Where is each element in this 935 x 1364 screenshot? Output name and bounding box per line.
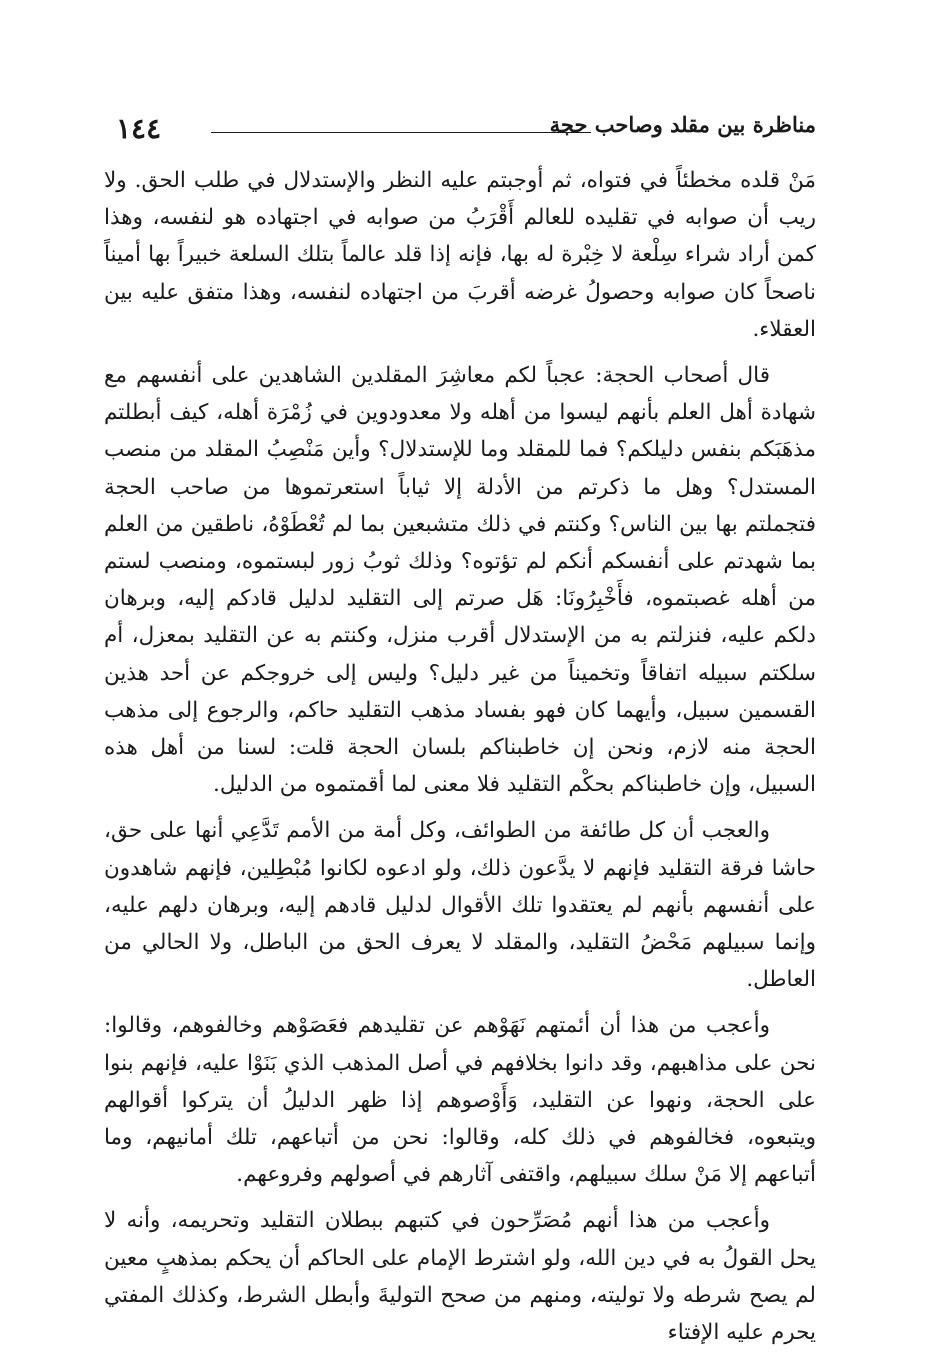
body-text: [104, 162, 816, 1351]
paragraph: والعجب أن كل طائفة من الطوائف، وكل أمة من الأمم تَدَّعِي أنها على حق، حاشا فرقة التقليد فإنهم لا يدَّعون ذلك، ولو ادعوه لكانوا مُبْطِلين، فإنهم شاهدون على أنفسهم بأنهم لم يعتقدوا تلك الأقوال لدليل قادهم إليه، وبرهان دلهم عليه، وإنما سبيلهم مَحْضُ التقليد، والمقلد لا يعرف الحق من الباطل، ولا الحالي من العاطل.: [104, 818, 816, 993]
running-header: [116, 110, 816, 150]
paragraph: وأعجب من هذا أن أئمتهم نَهَوْهم عن تقليدهم فعَصَوْهم وخالفوهم، وقالوا: نحن على مذاهبهم، وقد دانوا بخلافهم في أصل المذهب الذي بَنَوْا عليه، فإنهم بنوا على الحجة، ونهوا عن التقليد، وَأَوْصوهم إذا ظهر الدليلُ أن يتركوا أقوالهم ويتبعوه، فخالفوهم في ذلك كله، وقالوا: نحن من أتباعهم، تلك أمانيهم، وما أتباعهم إلا مَنْ سلك سبيلهم، واقتفى آثارهم في أصولهم وفروعهم.: [104, 1013, 816, 1188]
paragraph: قال أصحاب الحجة: عجباً لكم معاشِرَ المقلدين الشاهدين على أنفسهم مع شهادة أهل العلم بأنهم ليسوا من أهله ولا معدودوين في زُمْرَة أهله، كيف أبطلتم مذهَبَكم بنفس دليلكم؟ فما للمقلد وما للإستدلال؟ وأين مَنْصِبُ المقلد من منصب المستدل؟ وهل ما ذكرتم من الأدلة إلا ثياباً استعرتموها من صاحب الحجة فتجملتم بها بين الناس؟ وكنتم في ذلك متشبعين بما لم تُعْطَوْهُ، ناطقين من العلم بما شهدتم على أنفسكم أنكم لم تؤتوه؟ وذلك ثوبُ زور لبستموه، ومنصب لستم من أهله غصبتموه، فأَخْبِرُونَا: هَل صرتم إلى التقليد لدليل قادكم إليه، وبرهان دلكم عليه، فنزلتم به من الإستدلال أقرب منزل، وكنتم به عن التقليد بمعزل، أم سلكتم سبيله اتفاقاً وتخميناً من غير دليل؟ وليس إلى خروجكم عن أحد هذين القسمين سبيل، وأيهما كان فهو بفساد مذهب التقليد حاكم، والرجوع إلى مذهب الحجة منه لازم، ونحن إن خاطبناكم بلسان الحجة قلت: لسنا من أهل هذه السبيل، وإن خاطبناكم بحكْم التقليد فلا معنى لما أقمتموه من الدليل.: [104, 363, 816, 798]
paragraph: وأعجب من هذا أنهم مُصَرِّحون في كتبهم ببطلان التقليد وتحريمه، وأنه لا يحل القولُ به في دين الله، ولو اشترط الإمام على الحاكم أن يحكم بمذهبٍ معين لم يصح شرطه ولا توليته، ومنهم من صحح التوليةَ وأبطل الشرط، وكذلك المفتي يحرم عليه الإفتاء: [104, 1208, 816, 1346]
paragraph: مَنْ قلده مخطئاً في فتواه، ثم أوجبتم عليه النظر والإستدلال في طلب الحق. ولا ريب أن صوابه في تقليده للعالم أَقْرَبُ من صوابه في اجتهاده هو لنفسه، وهذا كمن أراد شراء سِلْعة لا خِبْرة له بها، فإنه إذا قلد عالماً بتلك السلعة خبيراً بها أميناً ناصحاً كان صوابه وحصولُ غرضه أقربَ من اجتهاده لنفسه، وهذا متفق عليه بين العقلاء.: [104, 168, 816, 342]
header-rule: [211, 132, 591, 133]
page-number: ١٤٤: [116, 112, 162, 145]
chapter-title: مناظرة بين مقلد وصاحب حجة: [549, 112, 816, 137]
